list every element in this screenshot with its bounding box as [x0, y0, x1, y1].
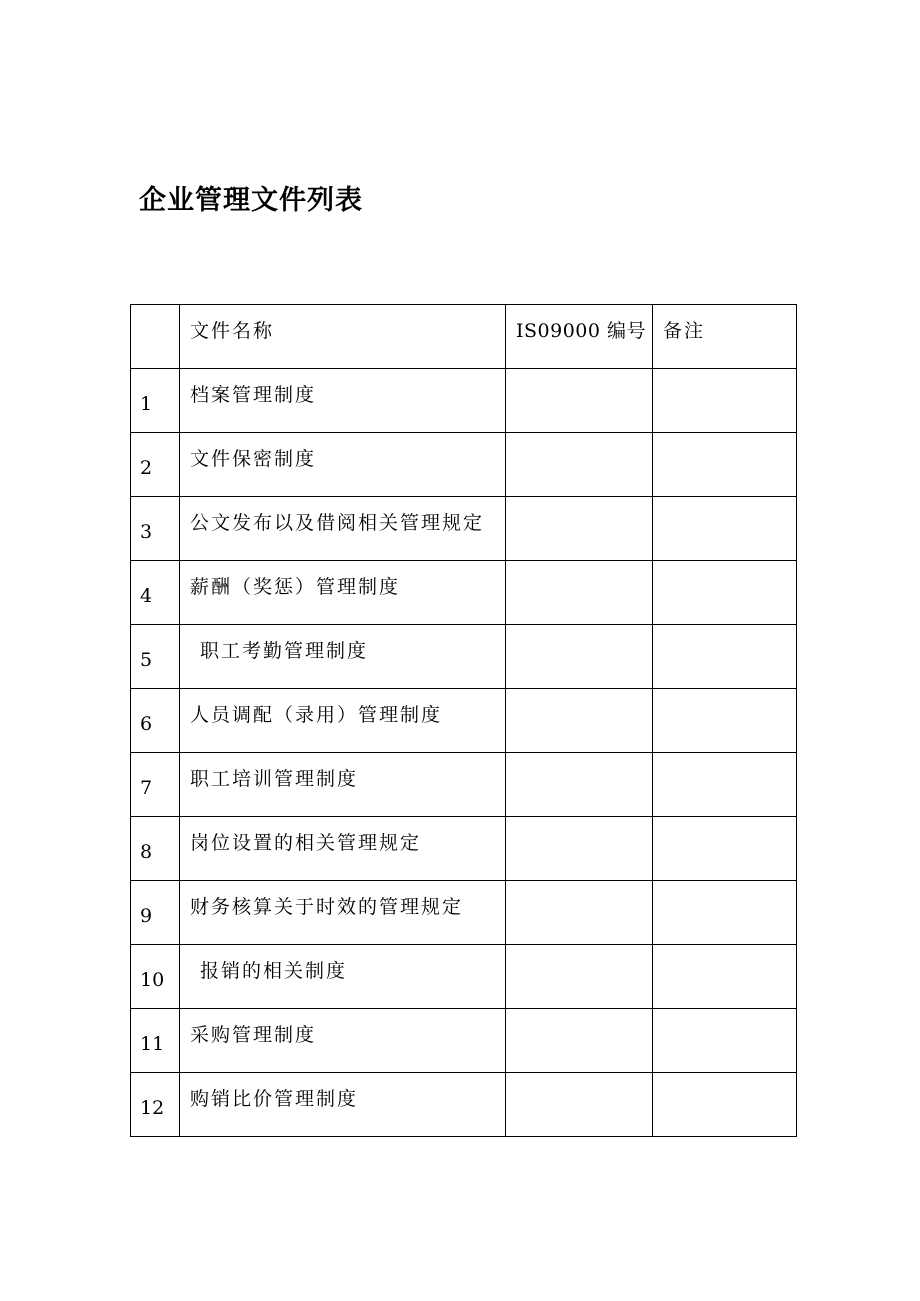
row-note-cell	[653, 817, 797, 881]
header-name-cell	[180, 305, 506, 369]
row-name-cell	[180, 689, 506, 753]
row-note	[653, 625, 796, 640]
row-note	[653, 753, 796, 768]
header-iso-cell	[506, 305, 653, 369]
row-iso-cell	[506, 369, 653, 433]
row-note	[653, 561, 796, 576]
row-iso-cell	[506, 433, 653, 497]
row-note	[653, 881, 796, 896]
row-number: 2	[140, 457, 153, 479]
table-row	[131, 561, 797, 625]
row-number-cell	[131, 625, 180, 689]
row-iso-cell	[506, 625, 653, 689]
header-iso-label: IS09000 编号	[516, 320, 647, 342]
table-row	[131, 369, 797, 433]
row-iso-cell	[506, 753, 653, 817]
row-file-name: 采购管理制度	[190, 1024, 317, 1046]
row-note	[653, 369, 796, 384]
row-iso-code	[506, 497, 652, 512]
row-name-cell	[180, 561, 506, 625]
row-number: 12	[140, 1097, 165, 1119]
table-row	[131, 1009, 797, 1073]
table-row	[131, 433, 797, 497]
row-name-cell	[180, 625, 506, 689]
row-iso-code	[506, 1073, 652, 1088]
row-note-cell	[653, 369, 797, 433]
row-note	[653, 945, 796, 960]
row-note-cell	[653, 945, 797, 1009]
row-file-name: 岗位设置的相关管理规定	[190, 832, 422, 854]
file-list-table	[130, 304, 797, 1137]
header-note-cell	[653, 305, 797, 369]
row-iso-cell	[506, 497, 653, 561]
header-note-label: 备注	[663, 320, 706, 342]
row-file-name: 薪酬（奖惩）管理制度	[190, 576, 401, 598]
table-row	[131, 689, 797, 753]
row-number: 5	[140, 649, 153, 671]
row-iso-code	[506, 753, 652, 768]
row-iso-code	[506, 817, 652, 832]
row-note-cell	[653, 497, 797, 561]
table-row	[131, 817, 797, 881]
row-number-cell	[131, 369, 180, 433]
row-number-cell	[131, 561, 180, 625]
row-number-cell	[131, 1009, 180, 1073]
row-number-cell	[131, 433, 180, 497]
row-note-cell	[653, 689, 797, 753]
row-file-name: 职工考勤管理制度	[200, 640, 369, 662]
table-row	[131, 497, 797, 561]
row-note	[653, 1009, 796, 1024]
row-iso-cell	[506, 561, 653, 625]
row-note	[653, 433, 796, 448]
row-iso-code	[506, 881, 652, 896]
row-number-cell	[131, 753, 180, 817]
row-number: 4	[140, 585, 153, 607]
row-iso-cell	[506, 945, 653, 1009]
document-title: 企业管理文件列表	[139, 185, 363, 216]
row-iso-code	[506, 369, 652, 384]
row-iso-code	[506, 625, 652, 640]
table-row	[131, 945, 797, 1009]
row-file-name: 文件保密制度	[190, 448, 317, 470]
row-note-cell	[653, 625, 797, 689]
row-number-cell	[131, 1073, 180, 1137]
row-iso-cell	[506, 689, 653, 753]
row-number-cell	[131, 817, 180, 881]
row-name-cell	[180, 433, 506, 497]
table-row	[131, 881, 797, 945]
row-name-cell	[180, 369, 506, 433]
row-file-name: 人员调配（录用）管理制度	[190, 704, 443, 726]
table-body	[131, 305, 797, 1137]
row-note	[653, 1073, 796, 1088]
row-iso-code	[506, 1009, 652, 1024]
row-number: 3	[140, 521, 153, 543]
header-name-label: 文件名称	[190, 320, 275, 342]
table-row	[131, 753, 797, 817]
row-note-cell	[653, 753, 797, 817]
row-iso-code	[506, 433, 652, 448]
row-iso-cell	[506, 1009, 653, 1073]
row-iso-code	[506, 689, 652, 704]
row-note-cell	[653, 1009, 797, 1073]
row-name-cell	[180, 1009, 506, 1073]
row-name-cell	[180, 817, 506, 881]
row-number: 6	[140, 713, 153, 735]
row-note-cell	[653, 1073, 797, 1137]
row-number-cell	[131, 881, 180, 945]
row-number-cell	[131, 945, 180, 1009]
row-number: 11	[140, 1033, 165, 1055]
row-number: 1	[140, 393, 153, 415]
row-iso-code	[506, 561, 652, 576]
row-file-name: 公文发布以及借阅相关管理规定	[190, 512, 485, 534]
row-number: 8	[140, 841, 153, 863]
row-note-cell	[653, 561, 797, 625]
table-row	[131, 625, 797, 689]
row-file-name: 财务核算关于时效的管理规定	[190, 896, 464, 918]
row-iso-code	[506, 945, 652, 960]
row-number: 10	[140, 969, 165, 991]
row-name-cell	[180, 945, 506, 1009]
row-file-name: 购销比价管理制度	[190, 1088, 359, 1110]
row-note	[653, 497, 796, 512]
row-file-name: 报销的相关制度	[200, 960, 348, 982]
row-number: 9	[140, 905, 153, 927]
header-no-cell	[131, 305, 180, 369]
header-no-label	[131, 305, 179, 320]
row-iso-cell	[506, 1073, 653, 1137]
row-file-name: 职工培训管理制度	[190, 768, 359, 790]
table-row	[131, 1073, 797, 1137]
row-note-cell	[653, 433, 797, 497]
table-header-row	[131, 305, 797, 369]
row-note	[653, 817, 796, 832]
row-note-cell	[653, 881, 797, 945]
row-note	[653, 689, 796, 704]
row-name-cell	[180, 881, 506, 945]
row-iso-cell	[506, 881, 653, 945]
row-file-name: 档案管理制度	[190, 384, 317, 406]
row-name-cell	[180, 1073, 506, 1137]
row-number-cell	[131, 497, 180, 561]
row-number: 7	[140, 777, 153, 799]
row-name-cell	[180, 497, 506, 561]
row-iso-cell	[506, 817, 653, 881]
row-number-cell	[131, 689, 180, 753]
row-name-cell	[180, 753, 506, 817]
